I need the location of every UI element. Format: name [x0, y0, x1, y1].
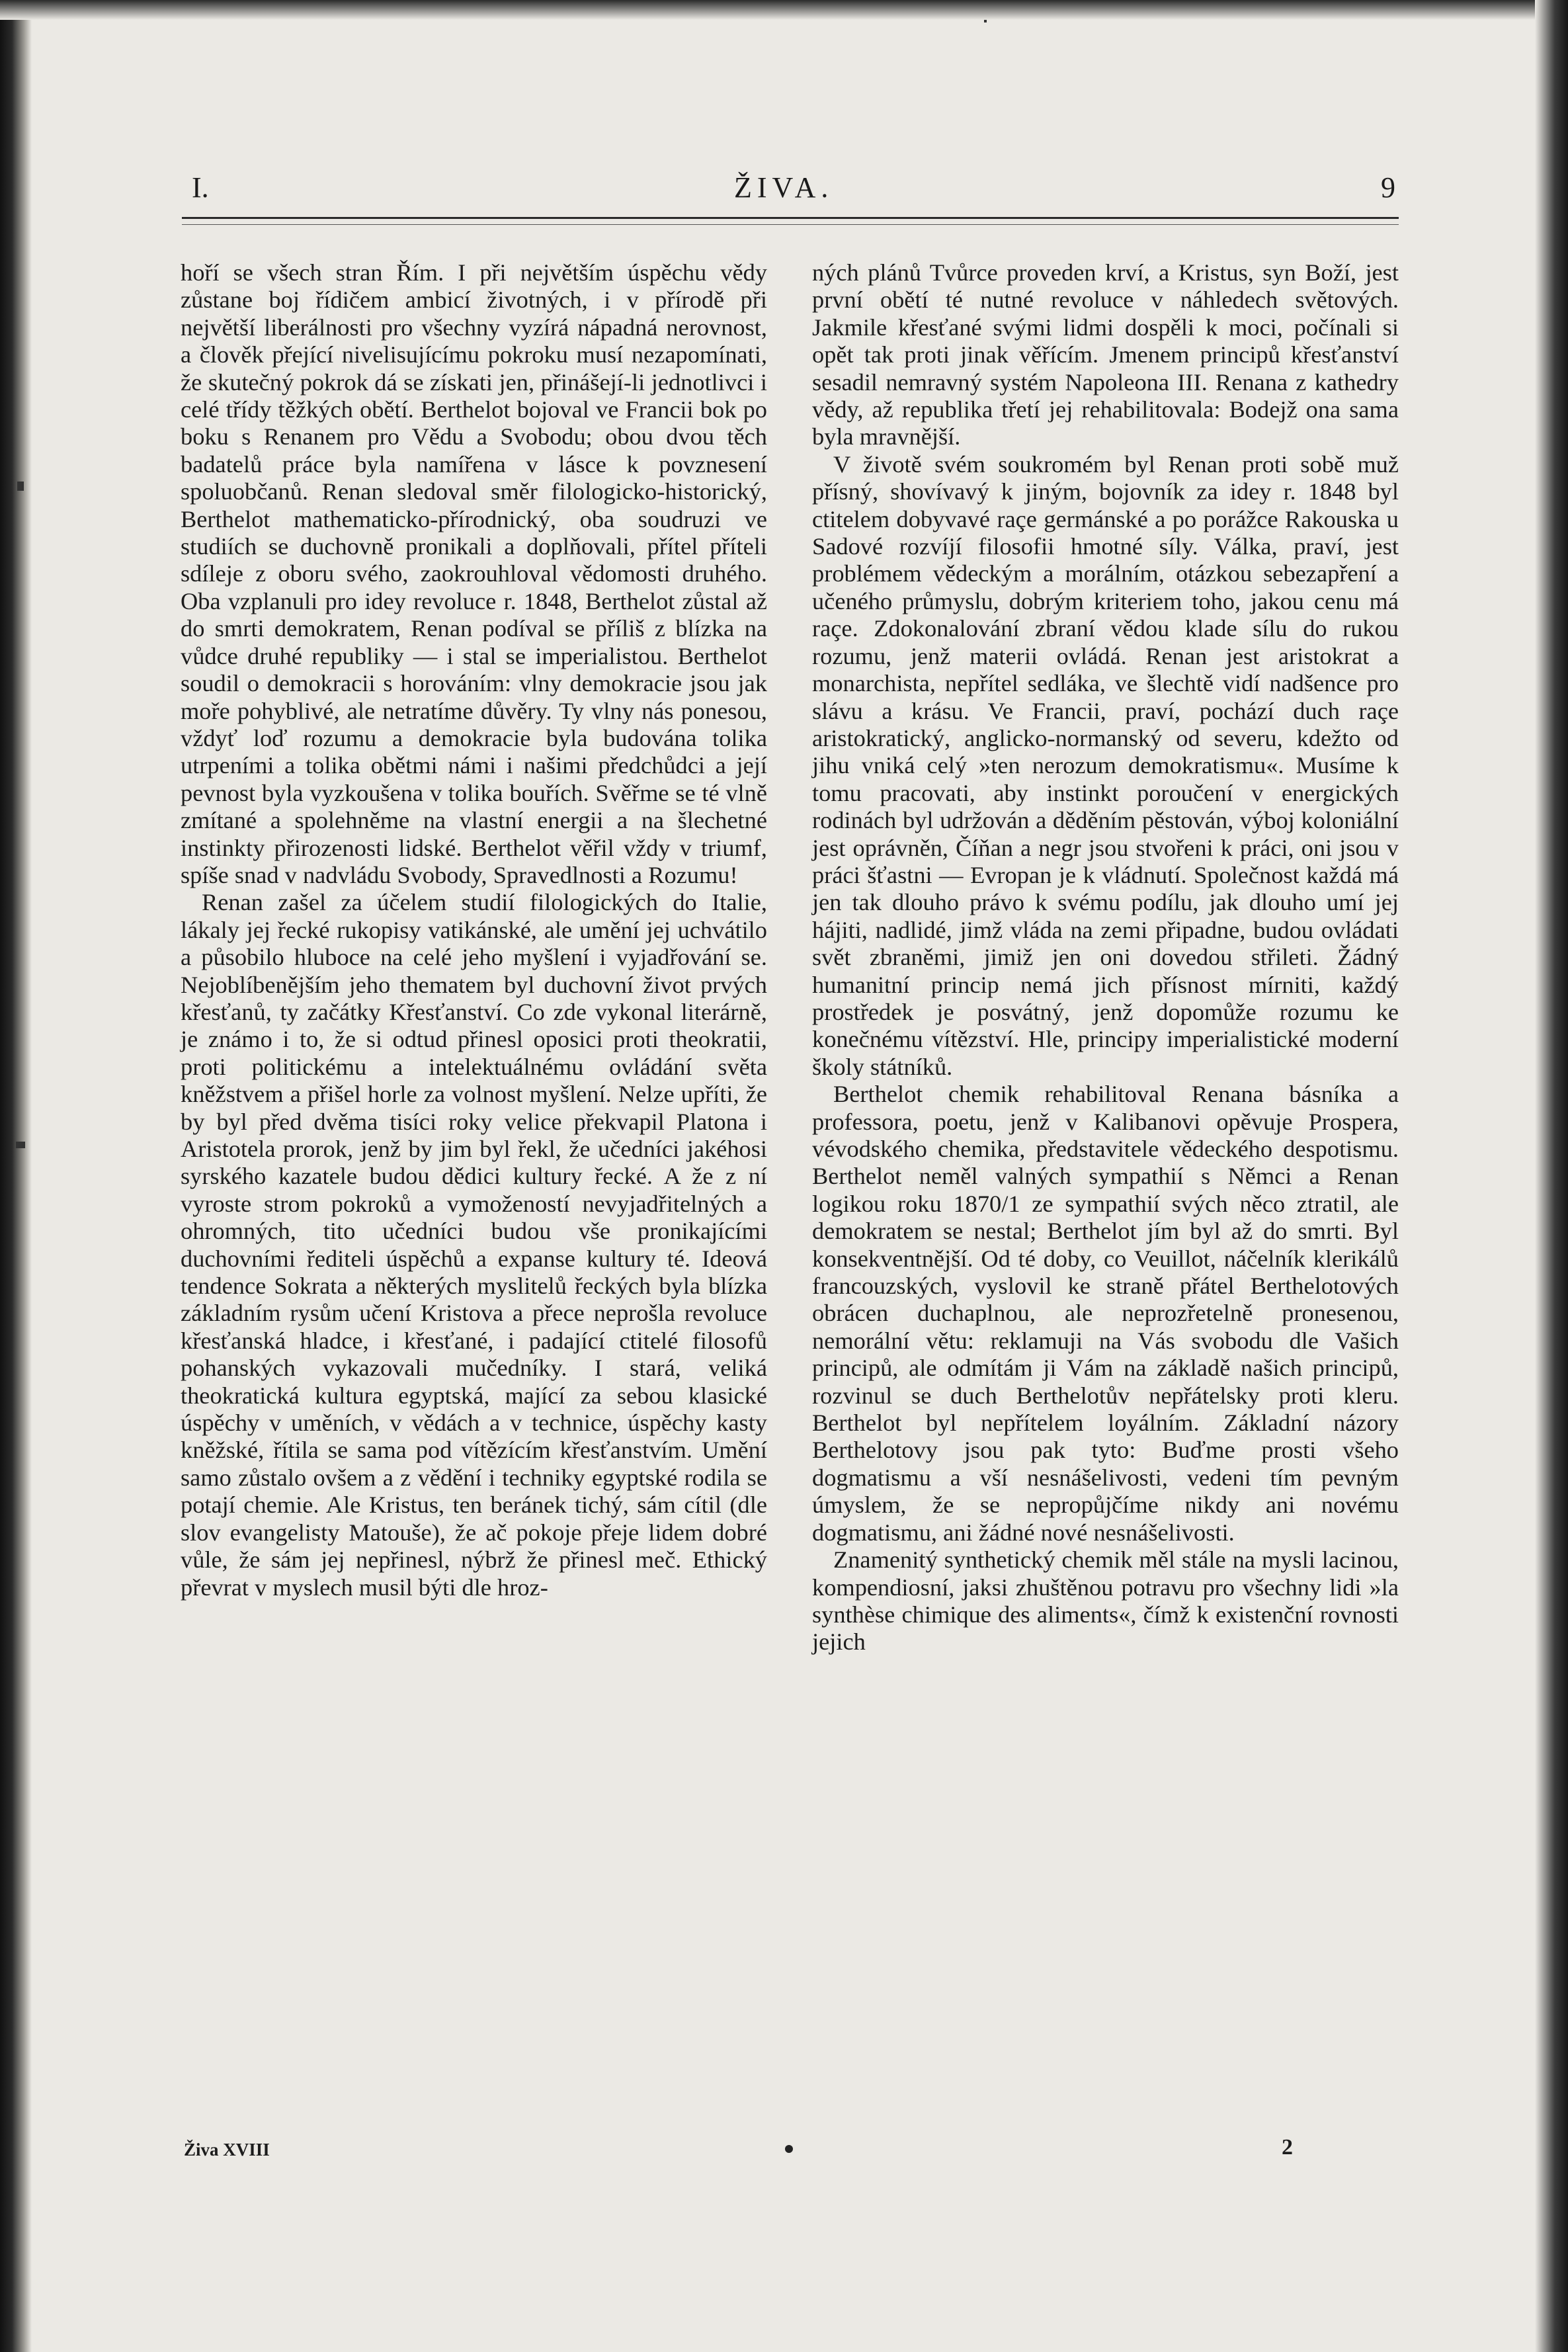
sheet-number: 2: [1282, 2135, 1293, 2160]
journal-title: ŽIVA.: [734, 171, 834, 204]
paragraph: V životě svém soukromém byl Renan proti sobě muž přísný, shovívavý k jiným, bojovník za idey r. 1848 byl ctitelem dobyvavé raçe germánské a po porážce Rakouska u Sadové rozvíjí filosofii hmotné síly. Válka, praví, jest problémem vědeckým a morálním, otázkou sebezapření a učeného průmyslu, dobrým kriteriem toho, jakou cenu má raçe. Zdokonalování zbraní vědou klade sílu do rukou rozumu, jenž materii ovládá. Renan jest aristokrat a monarchista, nepřítel sedláka, ve šlechtě vidí nadšence pro slávu a krásu. Ve Francii, praví, pochází duch raçe aristokratický, anglicko-normanský od severu, kdežto od jihu vniká celý »ten nerozum demokratismu«. Musíme k tomu pracovati, aby instinkt poroučení v energických rodinách byl udržován a děděním pěstován, výboj koloniální jest oprávněn, Číňan a negr jsou stvořeni k práci, oni jsou v práci šťastni — Evropan je k vládnutí. Společnost každá má jen tak dlouho právo k svému podílu, jak dlouho umí jej hájiti, nadlidé, jimž vláda na zemi připadne, budou ovládati svět zbraněmi, jimiž jen oni dovedou střileti. Žádný humanitní princip nemá jich přísnost mírniti, každý prostředek je posvátný, jenž dopomůže rozumu ke konečnému vítězství. Hle, principy imperialistické moderní školy státníků.: [812, 450, 1399, 1080]
right-column: [812, 259, 1399, 1656]
paragraph: Renan zašel za účelem studií filologických do Italie, lákaly jej řecké rukopisy vatikánské, ale umění jej uchvátilo a působilo hluboce na celé jeho myšlení i vyjadřování se. Nejoblíbenějším jeho thematem byl duchovní život prvých křesťanů, ty začátky Křesťanství. Co zde vykonal literárně, je známo i to, že si odtud přinesl oposici proti theokratii, proti politickému a intelektuálnému ovládání světa kněžstvem a přišel horle za volnost myšlení. Nelze upříti, že by byl před dvěma tisíci roky velice překvapil Platona i Aristotela prorok, jenž by jim byl řekl, že učedníci jakéhosi syrského kazatele budou dědici kultury řecké. A že z ní vyroste strom pokroků a vymožeností nevyjadřitelných a ohromných, tito učedníci budou vše pronikajícími duchovními řediteli úspěchů a expanse kultury té. Ideová tendence Sokrata a některých myslitelů řeckých byla blízka základním rysům učení Kristova a přece neprošla revoluce křesťanská hladce, i křesťané, i padající ctitelé filosofů pohanských vykazovali mučedníky. I stará, veliká theokratická kultura egyptská, mající za sebou klasické úspěchy v uměních, v vědách a v technice, úspěchy kasty kněžské, řítila se sama pod vítězícím křesťanstvím. Umění samo zůstalo ovšem a z vědění i techniky egyptské rodila se potají chemie. Ale Kristus, ten beránek tichý, sám cítil (dle slov evangelisty Matouše), že ač pokoje přeje lidem dobré vůle, že sám jej nepřinesl, nýbrž že přinesl meč. Ethický převrat v myslech musil býti dle hroz-: [181, 889, 767, 1601]
page-number: 9: [1381, 171, 1395, 204]
volume-number: I.: [192, 171, 209, 204]
scan-right-border: [1535, 0, 1568, 2352]
paragraph: Berthelot chemik rehabilitoval Renana básníka a professora, poetu, jenž v Kalibanovi opěvuje Prospera, vévodského chemika, představitele vědeckého despotismu. Berthelot neměl valných sympathií s Němci a Renan logikou roku 1870/1 ze sympathií svých něco ztratil, ale demokratem se nestal; Berthelot jím byl až do smrti. Byl konsekventnější. Od té doby, co Veuillot, náčelník klerikálů francouzských, vyslovil ke straně přátel Berthelotových obrácen duchaplnou, ale neprozřetelně pronesenou, nemorální větu: reklamuji na Vás svobodu dle Vašich principů, ale odmítám ji Vám na základě našich principů, rozvinul se duch Berthelotův nepřátelsky proti kleru. Berthelot byl nepřítelem loyálním. Základní názory Berthelotovy jsou pak tyto: Buďme prosti všeho dogmatismu a vší nesnášelivosti, vedeni tím pevným úmyslem, že se nepropůjčíme nikdy ani novému dogmatismu, ani žádné nové nesnášelivosti.: [812, 1081, 1399, 1546]
ink-dot: [785, 2145, 793, 2153]
scan-top-border: [0, 0, 1568, 20]
paragraph: hoří se všech stran Řím. I při největším úspěchu vědy zůstane boj řídičem ambicí životných, i v přírodě při největší liberálnosti pro všechny vyzírá nápadná nerovnost, a člověk přející nivelisujícímu pokroku musí nezapomínati, že skutečný pokrok dá se získati jen, přinášejí-li jednotlivci i celé třídy těžkých obětí. Berthelot bojoval ve Francii bok po boku s Renanem pro Vědu a Svobodu; obou dvou těch badatelů práce byla namířena v lásce k povznesení spoluobčanů. Renan sledoval směr filologicko-historický, Berthelot mathematicko-přírodnický, oba soudruzi ve studiích se duchovně pronikali a doplňovali, přítel příteli sdíleje z oboru svého, zaokrouhloval vědomosti druhého. Oba vzplanuli pro idey revoluce r. 1848, Berthelot zůstal až do smrti demokratem, Renan podíval se příliš z blízka na vůdce druhé republiky — i stal se imperialistou. Berthelot soudil o demokracii s horováním: vlny demokracie jsou jak moře pohyblivé, ale netratíme důvěry. Ty vlny nás ponesou, vždyť loď rozumu a demokracie byla budována tolika utrpeními a tolika obětmi námi i našimi předchůdci a její pevnost byla vyzkoušena v tolika bouřích. Svěřme se té vlně zmítané a spolehněme na vlastní energii a na šlechetné instinkty přirozenosti lidské. Berthelot věřil vždy v triumf, spíše snad v nadvládu Svobody, Spravedlnosti a Rozumu!: [181, 259, 767, 888]
scan-speck: [16, 1142, 25, 1148]
scan-speck: [984, 20, 987, 22]
running-header: [179, 171, 1402, 210]
printer-signature: Živa XVIII: [184, 2140, 270, 2160]
scan-speck: [17, 482, 24, 491]
header-rule: [182, 217, 1399, 225]
paragraph: Znamenitý synthetický chemik měl stále na mysli lacinou, kompendiosní, jaksi zhuštěnou potravu pro všechny lidi »la synthèse chimique des aliments«, čímž k existenční rovnosti jejich: [812, 1546, 1399, 1656]
paragraph: ných plánů Tvůrce proveden krví, a Kristus, syn Boží, jest první obětí té nutné revoluce v náhledech světových. Jakmile křesťané svými lidmi dospěli k moci, počínali si opět tak proti jinak věřícím. Jmenem principů křesťanství sesadil nemravný systém Napoleona III. Renana z kathedry vědy, až republika třetí jej rehabilitovala: Bodejž ona sama byla mravnější.: [812, 259, 1399, 450]
left-column: [181, 259, 767, 1601]
scan-left-border: [0, 0, 32, 2352]
